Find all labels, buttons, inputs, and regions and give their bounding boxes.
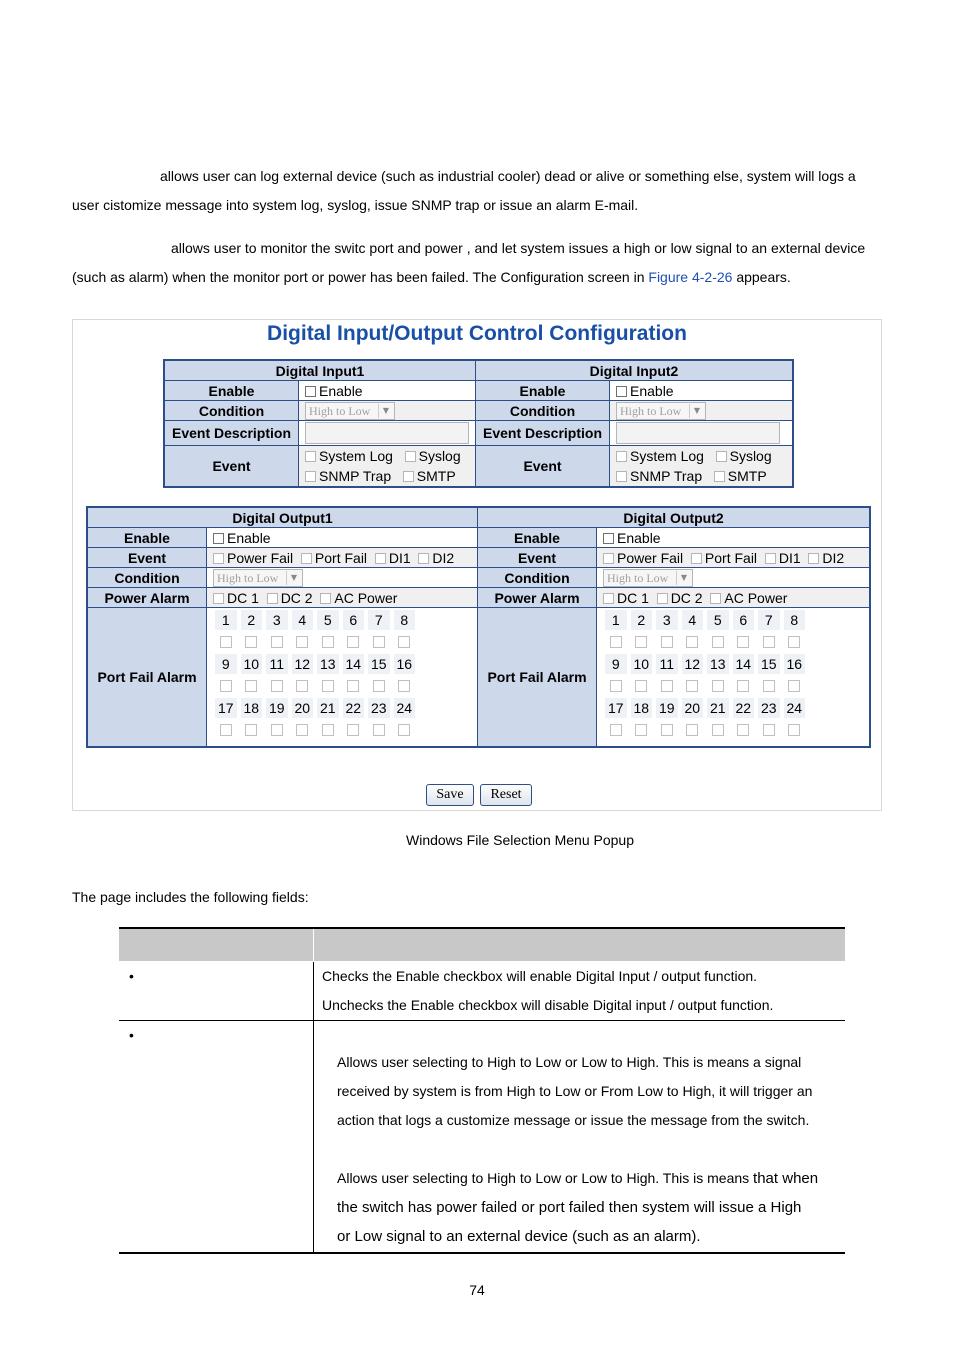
description-text: action that logs a customize message or issue the message from the switch. xyxy=(337,1112,810,1128)
page-number: 74 xyxy=(469,1282,485,1298)
port-fail-checkbox[interactable] xyxy=(686,680,698,692)
port-fail-checkbox[interactable] xyxy=(686,724,698,736)
digital-input-table xyxy=(163,359,794,488)
event-description-label: Event Description xyxy=(476,421,610,446)
description-text: or Low signal to an external device (such as an alarm). xyxy=(337,1228,701,1245)
chevron-down-icon: ▼ xyxy=(286,571,301,585)
port-fail-checkbox[interactable] xyxy=(788,724,800,736)
port-checkbox-cell xyxy=(341,675,367,697)
di2-smtp-checkbox[interactable] xyxy=(714,471,725,482)
port-checkbox-cell xyxy=(366,631,392,653)
port-checkbox-cell xyxy=(705,675,731,697)
port-checkbox-cell xyxy=(680,719,706,741)
port-checkbox-cell xyxy=(731,719,757,741)
port-fail-checkbox[interactable] xyxy=(398,724,410,736)
di1-description-cell xyxy=(299,421,476,446)
port-number-label: 23 xyxy=(758,698,780,718)
di2-enable-checkbox[interactable] xyxy=(616,386,627,397)
port-checkbox-cell xyxy=(731,675,757,697)
port-checkbox-cell xyxy=(290,719,316,741)
figure-frame xyxy=(72,319,882,811)
port-number-label: 11 xyxy=(656,654,678,674)
object-header xyxy=(119,928,314,962)
port-number-label: 20 xyxy=(682,698,704,718)
config-title: Digital Input/Output Control Configuration xyxy=(267,322,687,345)
port-checkbox-cell xyxy=(239,631,265,653)
port-fail-checkbox[interactable] xyxy=(296,636,308,648)
port-checkbox-cell xyxy=(392,675,418,697)
port-number-label: 1 xyxy=(215,610,237,630)
port-checkbox-cell xyxy=(629,631,655,653)
do2-ac-power-checkbox[interactable] xyxy=(710,593,721,604)
chevron-down-icon: ▼ xyxy=(689,404,704,418)
reset-button[interactable]: Reset xyxy=(480,784,532,806)
do1-port-fail-checkbox[interactable] xyxy=(301,553,312,564)
port-checkbox-cell xyxy=(239,675,265,697)
di1-enable-text: Enable xyxy=(319,382,363,399)
do1-ac-power-label: AC Power xyxy=(334,589,398,606)
port-number-label: 12 xyxy=(682,654,704,674)
di1-enable-cell xyxy=(299,381,476,401)
port-checkbox-cell xyxy=(680,675,706,697)
condition-label: Condition xyxy=(164,401,299,421)
port-number-label: 2 xyxy=(241,610,263,630)
description-text: Unchecks the Enable checkbox will disable Digital input / output function. xyxy=(322,997,774,1013)
port-fail-checkbox[interactable] xyxy=(788,680,800,692)
port-checkbox-cell xyxy=(756,719,782,741)
description-text: received by system is from High to Low or From Low to High, it will trigger an xyxy=(337,1083,813,1099)
digital-output-table xyxy=(86,506,871,748)
di1-condition-select[interactable] xyxy=(305,402,395,420)
port-number-label: 7 xyxy=(758,610,780,630)
port-number-label: 13 xyxy=(707,654,729,674)
port-checkbox-cell xyxy=(782,719,808,741)
do1-port-grid xyxy=(213,609,471,741)
enable-label: Enable xyxy=(87,528,207,548)
port-number-label: 23 xyxy=(368,698,390,718)
port-number-label: 10 xyxy=(631,654,653,674)
port-checkbox-cell xyxy=(213,719,239,741)
port-number-label: 14 xyxy=(733,654,755,674)
port-fail-checkbox[interactable] xyxy=(271,636,283,648)
port-checkbox-cell xyxy=(680,631,706,653)
port-checkbox-cell xyxy=(213,675,239,697)
di1-event-cell xyxy=(299,446,476,488)
description-text xyxy=(337,1164,845,1193)
port-fail-checkbox[interactable] xyxy=(635,636,647,648)
condition-label: Condition xyxy=(476,401,610,421)
do2-condition-value: High to Low xyxy=(607,570,669,585)
port-fail-checkbox[interactable] xyxy=(737,724,749,736)
digital-input1-header: Digital Input1 xyxy=(164,360,476,381)
port-checkbox-cell xyxy=(366,675,392,697)
do2-port-grid xyxy=(603,609,863,741)
port-number-label: 15 xyxy=(368,654,390,674)
port-number-label: 24 xyxy=(394,698,416,718)
port-number-label: 21 xyxy=(317,698,339,718)
event-label: Event xyxy=(164,446,299,488)
di1-snmp-trap-checkbox[interactable] xyxy=(305,471,316,482)
di2-enable-cell xyxy=(610,381,794,401)
do1-event-cell xyxy=(207,548,478,568)
port-fail-checkbox[interactable] xyxy=(296,680,308,692)
port-number-label: 24 xyxy=(784,698,806,718)
power-alarm-label: Power Alarm xyxy=(87,588,207,608)
port-number-label: 19 xyxy=(266,698,288,718)
digital-output1-header: Digital Output1 xyxy=(87,507,478,528)
di2-event-description-input[interactable] xyxy=(616,422,780,444)
di1-system-log-label: System Log xyxy=(319,448,393,464)
port-fail-checkbox[interactable] xyxy=(271,680,283,692)
intro-paragraph-1-line-1: allows user can log external device (such as industrial cooler) dead or alive or something else, system will logs a xyxy=(160,168,856,184)
port-number-label: 14 xyxy=(343,654,365,674)
di2-system-log-label: System Log xyxy=(630,448,704,464)
event-description-label: Event Description xyxy=(164,421,299,446)
do2-di2-checkbox[interactable] xyxy=(808,553,819,564)
do1-condition-select[interactable] xyxy=(213,569,303,587)
port-number-label: 22 xyxy=(343,698,365,718)
port-checkbox-cell xyxy=(629,675,655,697)
port-fail-checkbox[interactable] xyxy=(220,636,232,648)
di1-smtp-label: SMTP xyxy=(416,468,456,484)
do1-port-fail-label: Port Fail xyxy=(314,549,368,566)
do2-dc2-label: DC 2 xyxy=(670,589,703,606)
port-number-label: 13 xyxy=(317,654,339,674)
port-fail-checkbox[interactable] xyxy=(737,636,749,648)
fields-intro: The page includes the following fields: xyxy=(72,889,309,905)
port-fail-checkbox[interactable] xyxy=(661,680,673,692)
port-fail-checkbox[interactable] xyxy=(245,636,257,648)
port-checkbox-cell xyxy=(315,675,341,697)
intro-paragraph-2-line-1: allows user to monitor the switc port and power , and let system issues a high or low signal to an external device xyxy=(171,240,866,256)
port-fail-checkbox[interactable] xyxy=(347,636,359,648)
port-checkbox-cell xyxy=(392,719,418,741)
di2-system-log-checkbox[interactable] xyxy=(616,451,627,462)
port-number-label: 5 xyxy=(707,610,729,630)
figure-caption: Windows File Selection Menu Popup xyxy=(406,832,635,848)
port-number-label: 22 xyxy=(733,698,755,718)
do2-power-alarm-cell xyxy=(597,588,871,608)
port-fail-checkbox[interactable] xyxy=(763,680,775,692)
port-number-label: 16 xyxy=(394,654,416,674)
port-checkbox-cell xyxy=(315,631,341,653)
port-checkbox-cell xyxy=(603,631,629,653)
port-fail-checkbox[interactable] xyxy=(296,724,308,736)
description-text-part: Allows user selecting to High to Low or Low to High. This is means xyxy=(337,1170,754,1186)
port-checkbox-cell xyxy=(756,631,782,653)
do2-enable-cell xyxy=(597,528,871,548)
port-checkbox-cell xyxy=(290,631,316,653)
port-fail-checkbox[interactable] xyxy=(712,680,724,692)
port-fail-alarm-label: Port Fail Alarm xyxy=(87,608,207,748)
port-number-label: 21 xyxy=(707,698,729,718)
port-fail-checkbox[interactable] xyxy=(271,724,283,736)
port-fail-checkbox[interactable] xyxy=(661,724,673,736)
event-label: Event xyxy=(476,446,610,488)
port-checkbox-cell xyxy=(731,631,757,653)
di1-smtp-checkbox[interactable] xyxy=(403,471,414,482)
port-fail-checkbox[interactable] xyxy=(635,724,647,736)
port-checkbox-cell xyxy=(603,719,629,741)
port-number-label: 8 xyxy=(394,610,416,630)
intro-text-end: appears. xyxy=(732,269,791,285)
di2-condition-select[interactable] xyxy=(616,402,706,420)
do2-condition-select[interactable] xyxy=(603,569,693,587)
do1-ac-power-checkbox[interactable] xyxy=(320,593,331,604)
port-fail-checkbox[interactable] xyxy=(610,636,622,648)
port-fail-checkbox[interactable] xyxy=(686,636,698,648)
port-fail-checkbox[interactable] xyxy=(763,724,775,736)
port-number-label: 3 xyxy=(266,610,288,630)
do2-dc1-checkbox[interactable] xyxy=(603,593,614,604)
description-header xyxy=(314,928,846,962)
intro-text: (such as alarm) when the monitor port or power has been failed. The Configuration screen in xyxy=(72,269,649,285)
port-checkbox-cell xyxy=(782,675,808,697)
description-text: Allows user selecting to High to Low or Low to High. This is means a signal xyxy=(337,1054,802,1070)
port-number-label: 3 xyxy=(656,610,678,630)
port-fail-checkbox[interactable] xyxy=(220,724,232,736)
do2-dc1-label: DC 1 xyxy=(617,589,649,606)
port-number-label: 16 xyxy=(784,654,806,674)
port-checkbox-cell xyxy=(264,631,290,653)
port-number-label: 15 xyxy=(758,654,780,674)
object-cell-enable xyxy=(119,962,314,1021)
port-number-label: 12 xyxy=(292,654,314,674)
port-fail-checkbox[interactable] xyxy=(398,636,410,648)
port-fail-checkbox[interactable] xyxy=(610,680,622,692)
do2-di1-label: DI1 xyxy=(778,549,801,566)
do2-enable-text: Enable xyxy=(617,529,661,546)
object-cell-condition xyxy=(119,1021,314,1254)
condition-label: Condition xyxy=(87,568,207,588)
port-fail-checkbox[interactable] xyxy=(788,636,800,648)
do1-condition-value: High to Low xyxy=(217,570,279,585)
do1-power-alarm-cell xyxy=(207,588,478,608)
port-checkbox-cell xyxy=(782,631,808,653)
intro-paragraph-1-line-2: user cistomize message into system log, syslog, issue SNMP trap or issue an alarm E-mail. xyxy=(72,197,639,213)
port-number-label: 6 xyxy=(733,610,755,630)
di1-syslog-checkbox[interactable] xyxy=(405,451,416,462)
do1-enable-text: Enable xyxy=(227,529,271,546)
port-checkbox-cell xyxy=(290,675,316,697)
bullet: • xyxy=(129,968,134,984)
port-fail-checkbox[interactable] xyxy=(712,724,724,736)
port-checkbox-cell xyxy=(366,719,392,741)
port-fail-checkbox[interactable] xyxy=(245,724,257,736)
condition-label: Condition xyxy=(478,568,597,588)
port-fail-checkbox[interactable] xyxy=(347,724,359,736)
do2-port-fail-label: Port Fail xyxy=(704,549,758,566)
port-fail-alarm-label: Port Fail Alarm xyxy=(478,608,597,748)
port-checkbox-cell xyxy=(654,631,680,653)
do2-power-fail-checkbox[interactable] xyxy=(603,553,614,564)
digital-output2-header: Digital Output2 xyxy=(478,507,871,528)
di2-snmp-trap-label: SNMP Trap xyxy=(630,468,703,484)
di1-event-description-input[interactable] xyxy=(305,422,469,444)
do2-enable-checkbox[interactable] xyxy=(603,533,614,544)
event-label: Event xyxy=(478,548,597,568)
port-fail-checkbox[interactable] xyxy=(373,680,385,692)
enable-label: Enable xyxy=(164,381,299,401)
port-number-label: 7 xyxy=(368,610,390,630)
event-label: Event xyxy=(87,548,207,568)
digital-input2-header: Digital Input2 xyxy=(476,360,794,381)
port-number-label: 18 xyxy=(631,698,653,718)
port-checkbox-cell xyxy=(213,631,239,653)
di1-enable-checkbox[interactable] xyxy=(305,386,316,397)
do1-dc2-label: DC 2 xyxy=(280,589,313,606)
port-checkbox-cell xyxy=(654,719,680,741)
description-text: Checks the Enable checkbox will enable Digital Input / output function. xyxy=(322,968,758,984)
chevron-down-icon: ▼ xyxy=(676,571,691,585)
port-number-label: 11 xyxy=(266,654,288,674)
di2-description-cell xyxy=(610,421,794,446)
do1-port-fail-alarm-cell xyxy=(207,608,478,748)
port-number-label: 20 xyxy=(292,698,314,718)
port-checkbox-cell xyxy=(603,675,629,697)
figure-link[interactable]: Figure 4-2-26 xyxy=(648,269,733,285)
port-number-label: 17 xyxy=(215,698,237,718)
port-fail-checkbox[interactable] xyxy=(245,680,257,692)
port-number-label: 6 xyxy=(343,610,365,630)
port-number-label: 8 xyxy=(784,610,806,630)
description-cell-condition xyxy=(314,1021,846,1254)
do1-dc2-checkbox[interactable] xyxy=(267,593,278,604)
port-checkbox-cell xyxy=(392,631,418,653)
port-fail-checkbox[interactable] xyxy=(373,724,385,736)
description-text-part: that when xyxy=(753,1170,819,1187)
port-checkbox-cell xyxy=(705,631,731,653)
port-number-label: 4 xyxy=(292,610,314,630)
port-number-label: 17 xyxy=(605,698,627,718)
do2-ac-power-label: AC Power xyxy=(724,589,788,606)
port-number-label: 10 xyxy=(241,654,263,674)
di2-condition-cell xyxy=(610,401,794,421)
power-alarm-label: Power Alarm xyxy=(478,588,597,608)
port-fail-checkbox[interactable] xyxy=(398,680,410,692)
port-fail-checkbox[interactable] xyxy=(763,636,775,648)
port-checkbox-cell xyxy=(264,719,290,741)
port-fail-checkbox[interactable] xyxy=(712,636,724,648)
do1-condition-cell xyxy=(207,568,478,588)
do1-enable-checkbox[interactable] xyxy=(213,533,224,544)
di1-syslog-label: Syslog xyxy=(418,448,461,464)
port-checkbox-cell xyxy=(341,631,367,653)
port-fail-checkbox[interactable] xyxy=(661,636,673,648)
port-checkbox-cell xyxy=(264,675,290,697)
port-fail-checkbox[interactable] xyxy=(635,680,647,692)
bullet: • xyxy=(129,1027,134,1043)
di1-system-log-checkbox[interactable] xyxy=(305,451,316,462)
port-fail-checkbox[interactable] xyxy=(373,636,385,648)
port-checkbox-cell xyxy=(315,719,341,741)
port-checkbox-cell xyxy=(756,675,782,697)
intro-paragraph-2-line-2 xyxy=(72,263,791,292)
do2-dc2-checkbox[interactable] xyxy=(657,593,668,604)
port-checkbox-cell xyxy=(705,719,731,741)
save-button[interactable]: Save xyxy=(426,784,474,806)
di2-syslog-label: Syslog xyxy=(729,448,772,464)
enable-label: Enable xyxy=(476,381,610,401)
description-cell-enable xyxy=(314,962,846,1021)
port-fail-checkbox[interactable] xyxy=(322,724,334,736)
port-fail-checkbox[interactable] xyxy=(322,636,334,648)
do1-dc1-label: DC 1 xyxy=(227,589,259,606)
do2-port-fail-checkbox[interactable] xyxy=(691,553,702,564)
port-fail-checkbox[interactable] xyxy=(220,680,232,692)
port-fail-checkbox[interactable] xyxy=(737,680,749,692)
do1-di2-label: DI2 xyxy=(432,549,455,566)
port-checkbox-cell xyxy=(654,675,680,697)
do2-di1-checkbox[interactable] xyxy=(765,553,776,564)
do1-di1-label: DI1 xyxy=(388,549,411,566)
port-number-label: 9 xyxy=(215,654,237,674)
chevron-down-icon: ▼ xyxy=(378,404,393,418)
do2-condition-cell xyxy=(597,568,871,588)
do1-power-fail-label: Power Fail xyxy=(227,549,294,566)
do2-port-fail-alarm-cell xyxy=(597,608,871,748)
port-checkbox-cell xyxy=(629,719,655,741)
di2-condition-value: High to Low xyxy=(620,403,682,418)
do2-di2-label: DI2 xyxy=(822,549,845,566)
do1-di1-checkbox[interactable] xyxy=(375,553,386,564)
port-number-label: 4 xyxy=(682,610,704,630)
port-checkbox-cell xyxy=(341,719,367,741)
port-number-label: 2 xyxy=(631,610,653,630)
do1-dc1-checkbox[interactable] xyxy=(213,593,224,604)
di1-condition-value: High to Low xyxy=(309,403,371,418)
port-fail-checkbox[interactable] xyxy=(610,724,622,736)
port-number-label: 18 xyxy=(241,698,263,718)
di2-smtp-label: SMTP xyxy=(727,468,767,484)
di2-snmp-trap-checkbox[interactable] xyxy=(616,471,627,482)
do2-event-cell xyxy=(597,548,871,568)
di2-syslog-checkbox[interactable] xyxy=(716,451,727,462)
do1-power-fail-checkbox[interactable] xyxy=(213,553,224,564)
port-number-label: 19 xyxy=(656,698,678,718)
di1-condition-cell xyxy=(299,401,476,421)
do1-enable-cell xyxy=(207,528,478,548)
port-checkbox-cell xyxy=(239,719,265,741)
port-number-label: 1 xyxy=(605,610,627,630)
fields-table xyxy=(119,927,845,1254)
port-fail-checkbox[interactable] xyxy=(347,680,359,692)
do1-di2-checkbox[interactable] xyxy=(418,553,429,564)
enable-label: Enable xyxy=(478,528,597,548)
di2-event-cell xyxy=(610,446,794,488)
do2-power-fail-label: Power Fail xyxy=(617,549,684,566)
description-text: the switch has power failed or port failed then system will issue a High xyxy=(337,1199,802,1216)
di1-snmp-trap-label: SNMP Trap xyxy=(319,468,392,484)
port-fail-checkbox[interactable] xyxy=(322,680,334,692)
port-number-label: 9 xyxy=(605,654,627,674)
port-number-label: 5 xyxy=(317,610,339,630)
di2-enable-text: Enable xyxy=(630,382,674,399)
